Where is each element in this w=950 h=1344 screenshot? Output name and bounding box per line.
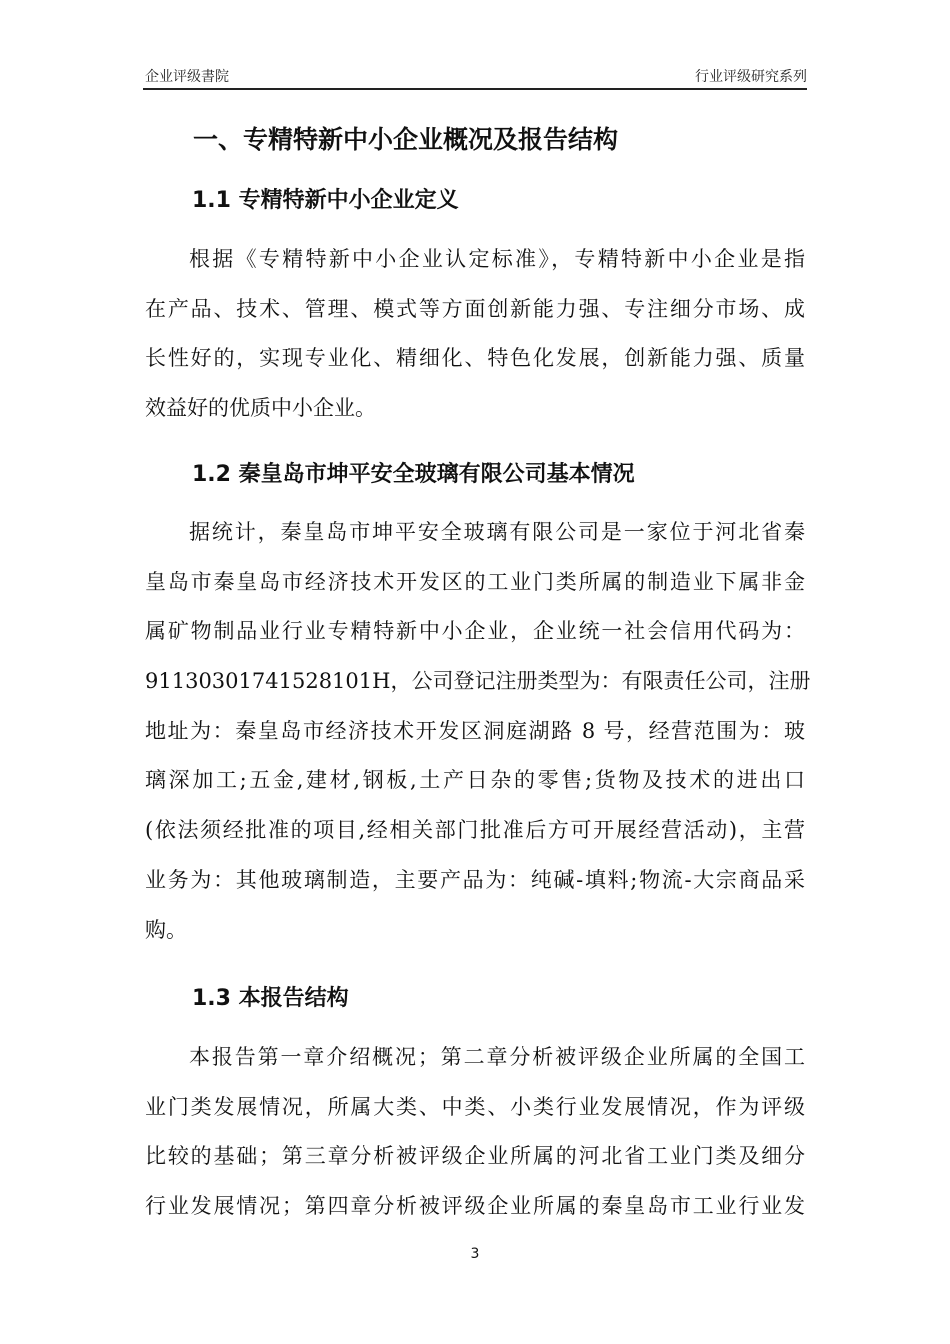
header-right: 行业评级研究系列 [695,69,807,85]
text-line: 长性好的，实现专业化、精细化、特色化发展，创新能力强、质量 [145,346,805,371]
paragraph-report-structure [145,1033,805,1232]
text-line: 皇岛市秦皇岛市经济技术开发区的工业门类所属的制造业下属非金 [145,569,805,594]
text-line: 比较的基础；第三章分析被评级企业所属的河北省工业门类及细分 [145,1144,805,1169]
text-line: 地址为：秦皇岛市经济技术开发区洞庭湖路 8 号，经营范围为：玻 [145,718,805,743]
section-heading-1-1: 1.1 专精特新中小企业定义 [192,188,459,213]
page-number: 3 [470,1246,480,1262]
paragraph-company-info [145,508,811,955]
chapter-title: 一、专精特新中小企业概况及报告结构 [193,125,619,154]
text-line: 在产品、技术、管理、模式等方面创新能力强、专注细分市场、成 [145,296,805,321]
text-line: 91130301741528101H，公司登记注册类型为：有限责任公司，注册 [145,669,811,694]
text-line: 据统计，秦皇岛市坤平安全玻璃有限公司是一家位于河北省秦 [189,520,805,544]
text-line: 购。 [145,917,187,942]
text-line: 根据《专精特新中小企业认定标准》，专精特新中小企业是指 [189,247,805,271]
section-heading-1-2: 1.2 秦皇岛市坤平安全玻璃有限公司基本情况 [192,462,635,487]
text-line: 属矿物制品业行业专精特新中小企业，企业统一社会信用代码为： [145,619,805,644]
text-line: 行业发展情况；第四章分析被评级企业所属的秦皇岛市工业行业发 [145,1194,805,1219]
text-line: 业门类发展情况，所属大类、中类、小类行业发展情况，作为评级 [145,1094,805,1119]
paragraph-definition [145,235,805,434]
header-left: 企业评级書院 [145,69,229,85]
text-line: 本报告第一章介绍概况；第二章分析被评级企业所属的全国工 [189,1045,805,1069]
text-line: (依法须经批准的项目,经相关部门批准后方可开展经营活动)，主营 [145,818,805,843]
text-line: 效益好的优质中小企业。 [145,396,376,421]
header-rule [143,88,807,90]
text-line: 业务为：其他玻璃制造，主要产品为：纯碱-填料;物流-大宗商品采 [145,867,805,892]
section-heading-1-3: 1.3 本报告结构 [192,986,349,1011]
text-line: 璃深加工;五金,建材,钢板,土产日杂的零售;货物及技术的进出口 [145,768,805,793]
